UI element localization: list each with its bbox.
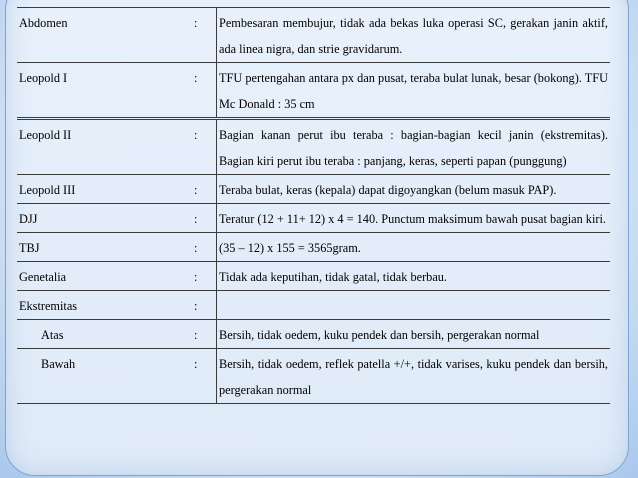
row-separator: :	[192, 320, 217, 349]
row-separator: :	[192, 204, 217, 233]
row-value: Bersih, tidak oedem, reflek patella +/+, tidak varises, kuku pendek dan bersih, pergerakan normal	[219, 357, 608, 397]
table-row	[17, 119, 610, 175]
row-separator: :	[192, 233, 217, 262]
table-row	[17, 233, 610, 262]
table-row	[17, 291, 610, 320]
examination-table	[17, 7, 610, 404]
table-row	[17, 320, 610, 349]
row-label: Ekstremitas	[19, 299, 78, 313]
row-value	[217, 291, 611, 320]
row-separator: :	[192, 349, 217, 404]
row-label: Leopold II	[19, 128, 72, 142]
row-value: Bagian kanan perut ibu teraba : bagian-bagian kecil janin (ekstremitas). Bagian kiri perut ibu teraba : panjang, keras, seperti papan (punggung)	[219, 128, 608, 168]
row-value: Teraba bulat, keras (kepala) dapat digoyangkan (belum masuk PAP).	[219, 183, 557, 197]
row-separator: :	[192, 8, 217, 63]
row-label: Abdomen	[19, 16, 68, 30]
row-label: Genetalia	[19, 270, 67, 284]
row-label: TBJ	[19, 241, 40, 255]
row-value: (35 – 12) x 155 = 3565gram.	[219, 241, 361, 255]
table-row	[17, 63, 610, 119]
row-value: Teratur (12 + 11+ 12) x 4 = 140. Punctum maksimum bawah pusat bagian kiri.	[219, 212, 606, 226]
table-row	[17, 349, 610, 404]
row-label: Bawah	[41, 357, 76, 371]
table-row	[17, 175, 610, 204]
row-value: Pembesaran membujur, tidak ada bekas luka operasi SC, gerakan janin aktif, ada linea nigra, dan strie gravidarum.	[219, 16, 608, 56]
row-separator: :	[192, 119, 217, 175]
row-value: Tidak ada keputihan, tidak gatal, tidak berbau.	[219, 270, 448, 284]
row-separator: :	[192, 63, 217, 119]
table-row	[17, 8, 610, 63]
row-separator: :	[192, 291, 217, 320]
row-separator: :	[192, 262, 217, 291]
row-label: Atas	[41, 328, 64, 342]
row-label: Leopold III	[19, 183, 76, 197]
row-separator: :	[192, 175, 217, 204]
row-value: TFU pertengahan antara px dan pusat, teraba bulat lunak, besar (bokong). TFU Mc Donald : 35 cm	[219, 71, 608, 111]
table-row	[17, 262, 610, 291]
row-label: Leopold I	[19, 71, 68, 85]
row-label: DJJ	[19, 212, 38, 226]
table-row	[17, 204, 610, 233]
row-value: Bersih, tidak oedem, kuku pendek dan bersih, pergerakan normal	[219, 328, 540, 342]
